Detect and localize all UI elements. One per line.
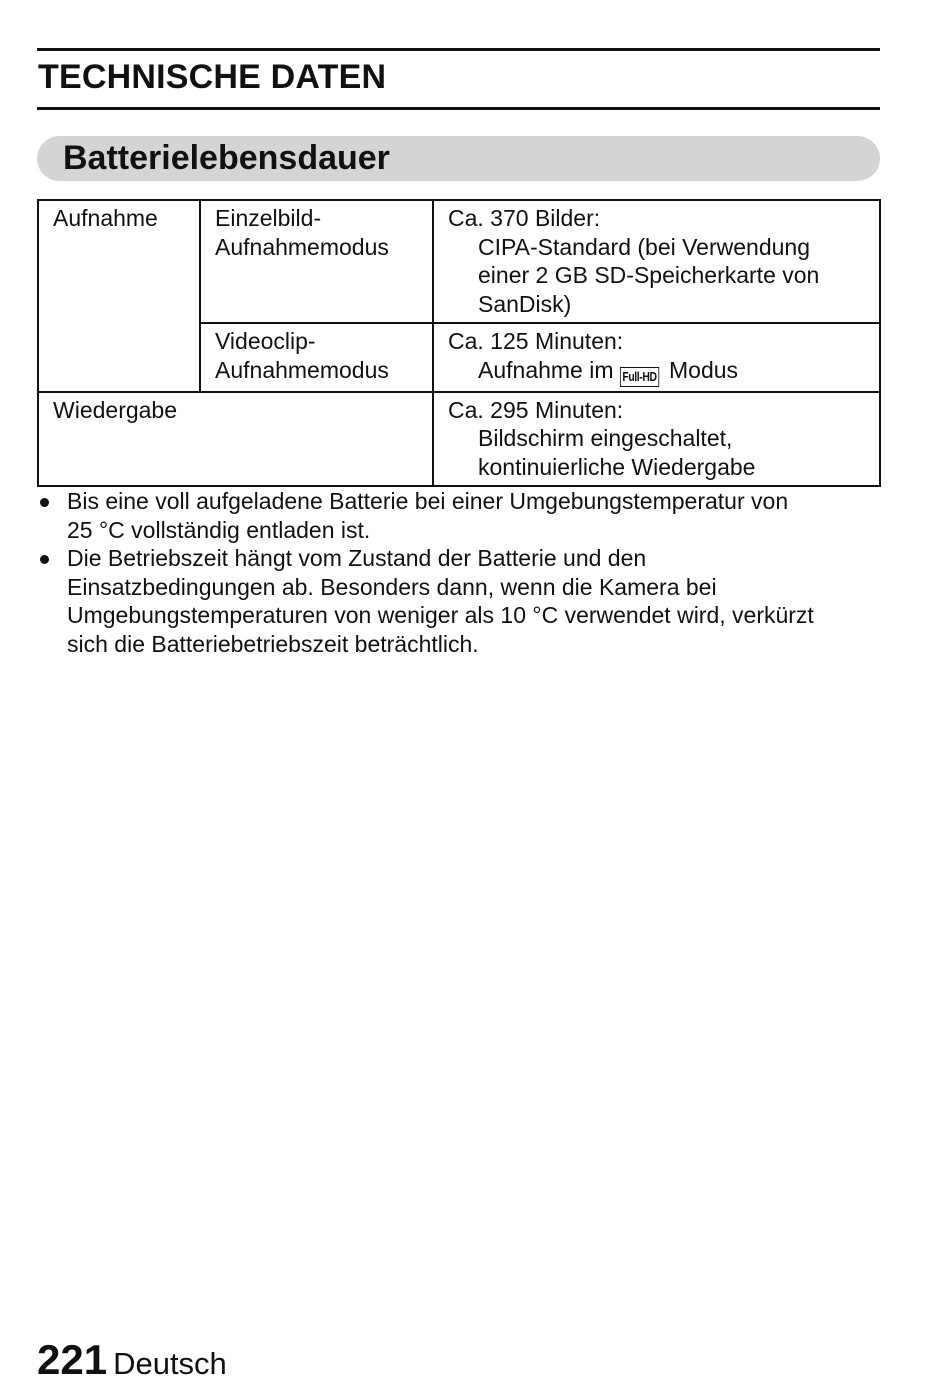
table-cell-category bbox=[38, 200, 200, 392]
table-row bbox=[38, 200, 880, 323]
table-cell-mode bbox=[200, 200, 433, 323]
value-detail: einer 2 GB SD-Speicherkarte von bbox=[478, 262, 820, 288]
value-detail: kontinuierliche Wiedergabe bbox=[478, 453, 756, 480]
value-detail: CIPA-Standard (bei Verwendung bbox=[478, 233, 810, 260]
note-line: sich die Batteriebetriebszeit beträchtlich. bbox=[67, 630, 479, 657]
page-language: Deutsch bbox=[113, 1346, 227, 1381]
value-suffix: Modus bbox=[669, 356, 739, 383]
note-line: Bis eine voll aufgeladene Batterie bei einer Umgebungstemperatur von bbox=[67, 488, 789, 514]
value-detail bbox=[448, 356, 865, 387]
page-footer bbox=[37, 1336, 227, 1384]
note-line: Einsatzbedingungen ab. Besonders dann, wenn die Kamera bei bbox=[67, 573, 717, 600]
mode-label-line: Aufnahmemodus bbox=[215, 233, 389, 260]
value-head: Ca. 370 Bilder: bbox=[448, 205, 601, 231]
value-prefix: Aufnahme im bbox=[478, 356, 614, 383]
mode-label-line: Aufnahmemodus bbox=[215, 356, 389, 383]
section-title: Batterielebensdauer bbox=[63, 139, 390, 177]
notes-list bbox=[37, 487, 882, 658]
bullet-icon bbox=[40, 498, 49, 507]
table-cell-value bbox=[433, 323, 880, 392]
header-bottom-rule bbox=[37, 107, 880, 110]
table-row bbox=[38, 392, 880, 487]
note-line: 25 °C vollständig entladen ist. bbox=[67, 516, 371, 543]
value-head: Ca. 295 Minuten: bbox=[448, 396, 624, 423]
page-title: TECHNISCHE DATEN bbox=[38, 58, 387, 96]
bullet-icon bbox=[40, 555, 49, 564]
list-item bbox=[37, 487, 882, 544]
page-number: 221 bbox=[37, 1336, 108, 1383]
full-hd-mode-icon: Full-HD bbox=[620, 367, 659, 387]
category-label: Wiedergabe bbox=[53, 396, 178, 423]
table-cell-value bbox=[433, 200, 880, 323]
value-detail: SanDisk) bbox=[478, 290, 572, 317]
list-item bbox=[37, 544, 882, 658]
table-cell-mode bbox=[200, 323, 433, 392]
header-top-rule bbox=[37, 48, 880, 51]
note-line: Umgebungstemperaturen von weniger als 10 °C verwendet wird, verkürzt bbox=[67, 602, 814, 628]
category-label: Aufnahme bbox=[53, 205, 158, 231]
value-detail: Bildschirm eingeschaltet, bbox=[478, 425, 733, 451]
battery-life-table bbox=[37, 199, 881, 487]
value-head: Ca. 125 Minuten: bbox=[448, 328, 624, 354]
table-cell-value bbox=[433, 392, 880, 487]
table-cell-category bbox=[38, 392, 433, 487]
mode-label-line: Videoclip- bbox=[215, 328, 316, 354]
section-header bbox=[37, 136, 880, 181]
note-line: Die Betriebszeit hängt vom Zustand der Batterie und den bbox=[67, 545, 647, 571]
mode-label-line: Einzelbild- bbox=[215, 205, 322, 231]
